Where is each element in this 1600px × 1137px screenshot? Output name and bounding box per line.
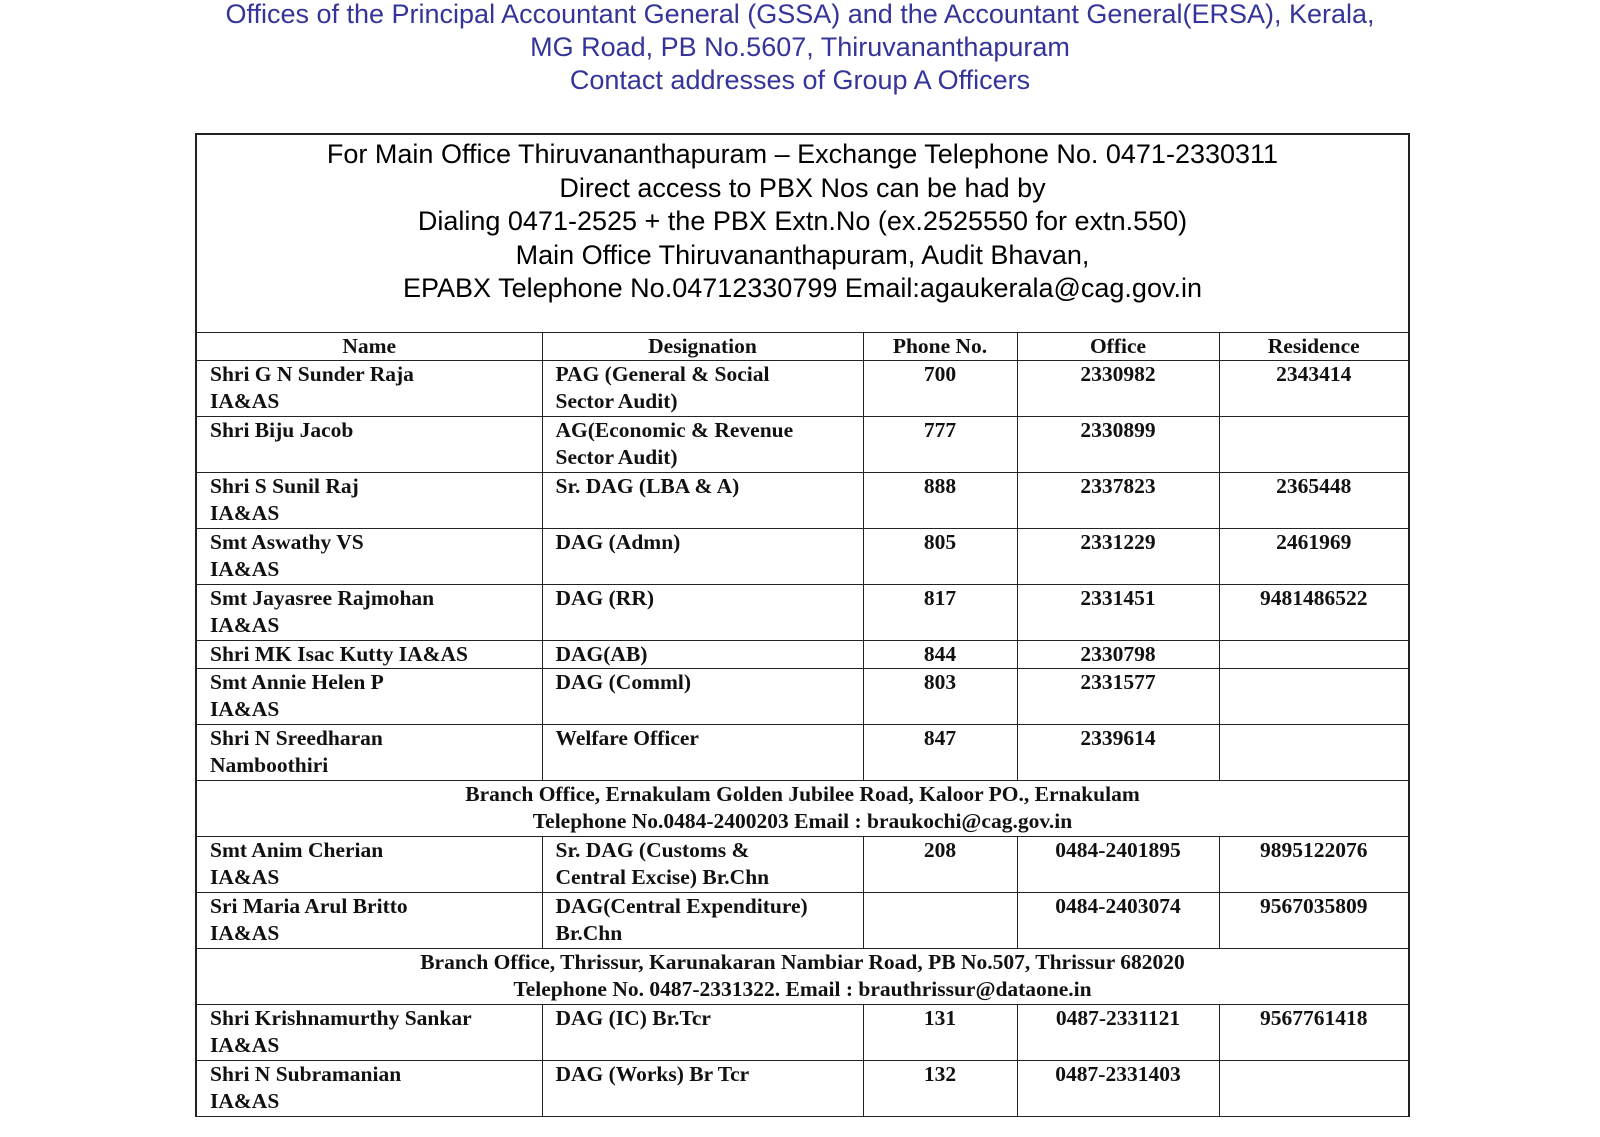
name-line: IA&AS	[210, 613, 280, 637]
residence-phone	[1219, 641, 1408, 669]
office-phone: 0484-2403074	[1017, 893, 1219, 949]
officers-table	[197, 332, 1408, 1117]
officer-name	[197, 529, 542, 585]
title-line-1: Offices of the Principal Accountant General (GSSA) and the Accountant General(ERSA), Kerala,	[225, 0, 1375, 29]
designation-line: Central Excise) Br.Chn	[555, 865, 770, 889]
residence-phone: 9895122076	[1219, 837, 1408, 893]
phone-extension: 817	[863, 585, 1017, 641]
officer-designation	[542, 361, 863, 417]
branch-line: Telephone No.0484-2400203 Email : braukochi@cag.gov.in	[532, 809, 1073, 833]
designation-line: DAG (Works) Br Tcr	[555, 1062, 750, 1086]
document-title	[0, 0, 1600, 97]
residence-phone: 2365448	[1219, 473, 1408, 529]
designation-line: DAG (RR)	[555, 586, 655, 610]
branch-line: Telephone No. 0487-2331322. Email : brauthrissur@dataone.in	[513, 977, 1092, 1001]
office-phone: 2330899	[1017, 417, 1219, 473]
name-line: IA&AS	[210, 1033, 280, 1057]
table-row	[197, 725, 1408, 781]
header-residence: Residence	[1219, 333, 1408, 361]
office-phone: 2331577	[1017, 669, 1219, 725]
officer-name	[197, 669, 542, 725]
branch-line: Branch Office, Thrissur, Karunakaran Nambiar Road, PB No.507, Thrissur 682020	[420, 950, 1185, 974]
office-phone: 2330982	[1017, 361, 1219, 417]
phone-extension: 805	[863, 529, 1017, 585]
officer-designation	[542, 1061, 863, 1117]
office-phone: 2331229	[1017, 529, 1219, 585]
officer-designation	[542, 417, 863, 473]
phone-extension: 208	[863, 837, 1017, 893]
officer-designation	[542, 1005, 863, 1061]
name-line: Smt Aswathy VS	[210, 530, 364, 554]
officer-name	[197, 361, 542, 417]
header-designation: Designation	[542, 333, 863, 361]
designation-line: Welfare Officer	[555, 726, 699, 750]
designation-line: DAG (Comml)	[555, 670, 692, 694]
designation-line: DAG (Admn)	[555, 530, 681, 554]
designation-line: PAG (General & Social	[555, 362, 770, 386]
table-row	[197, 669, 1408, 725]
phone-extension	[863, 893, 1017, 949]
officer-name	[197, 473, 542, 529]
name-line: Namboothiri	[210, 753, 329, 777]
table-row	[197, 473, 1408, 529]
office-phone: 0484-2401895	[1017, 837, 1219, 893]
phone-extension: 888	[863, 473, 1017, 529]
name-line: Shri MK Isac Kutty IA&AS	[210, 642, 469, 666]
table-row	[197, 1061, 1408, 1117]
office-phone: 2337823	[1017, 473, 1219, 529]
officer-designation	[542, 893, 863, 949]
table-row	[197, 417, 1408, 473]
residence-phone	[1219, 417, 1408, 473]
name-line: IA&AS	[210, 501, 280, 525]
officer-name	[197, 641, 542, 669]
table-row	[197, 893, 1408, 949]
name-line: IA&AS	[210, 1089, 280, 1113]
name-line: Shri N Subramanian	[210, 1062, 402, 1086]
office-phone: 2339614	[1017, 725, 1219, 781]
table-row	[197, 361, 1408, 417]
intro-line-5: EPABX Telephone No.04712330799 Email:agaukerala@cag.gov.in	[403, 273, 1202, 303]
main-office-info	[197, 135, 1408, 332]
officer-designation	[542, 725, 863, 781]
officer-name	[197, 837, 542, 893]
table-row	[197, 837, 1408, 893]
name-line: Shri Krishnamurthy Sankar	[210, 1006, 472, 1030]
phone-extension: 131	[863, 1005, 1017, 1061]
officer-designation	[542, 669, 863, 725]
branch-office-info	[197, 781, 1408, 837]
designation-line: DAG(Central Expenditure)	[555, 894, 808, 918]
intro-line-1: For Main Office Thiruvananthapuram – Exchange Telephone No. 0471-2330311	[326, 139, 1279, 169]
branch-office-row	[197, 949, 1408, 1005]
name-line: IA&AS	[210, 697, 280, 721]
header-name: Name	[197, 333, 542, 361]
officer-name	[197, 1005, 542, 1061]
residence-phone: 9567035809	[1219, 893, 1408, 949]
name-line: IA&AS	[210, 921, 280, 945]
designation-line: AG(Economic & Revenue	[555, 418, 794, 442]
designation-line: DAG(AB)	[555, 642, 648, 666]
officer-designation	[542, 641, 863, 669]
designation-line: Br.Chn	[555, 921, 623, 945]
residence-phone: 9567761418	[1219, 1005, 1408, 1061]
phone-extension: 844	[863, 641, 1017, 669]
designation-line: Sector Audit)	[555, 389, 678, 413]
officer-designation	[542, 473, 863, 529]
table-body	[197, 361, 1408, 1117]
intro-line-2: Direct access to PBX Nos can be had by	[559, 172, 1046, 203]
residence-phone	[1219, 1061, 1408, 1117]
title-line-2: MG Road, PB No.5607, Thiruvananthapuram	[530, 32, 1070, 62]
office-phone: 0487-2331403	[1017, 1061, 1219, 1117]
branch-line: Branch Office, Ernakulam Golden Jubilee Road, Kaloor PO., Ernakulam	[465, 782, 1140, 806]
intro-line-3: Dialing 0471-2525 + the PBX Extn.No (ex.2525550 for extn.550)	[417, 206, 1188, 236]
office-phone: 0487-2331121	[1017, 1005, 1219, 1061]
officer-designation	[542, 585, 863, 641]
table-row	[197, 1005, 1408, 1061]
residence-phone: 2343414	[1219, 361, 1408, 417]
name-line: IA&AS	[210, 389, 280, 413]
phone-extension: 700	[863, 361, 1017, 417]
name-line: Sri Maria Arul Britto	[210, 894, 408, 918]
phone-extension: 132	[863, 1061, 1017, 1117]
title-line-3: Contact addresses of Group A Officers	[569, 65, 1031, 95]
office-phone: 2330798	[1017, 641, 1219, 669]
branch-office-info	[197, 949, 1408, 1005]
officer-name	[197, 725, 542, 781]
officer-designation	[542, 529, 863, 585]
officer-name	[197, 585, 542, 641]
intro-line-4: Main Office Thiruvananthapuram, Audit Bhavan,	[515, 239, 1090, 270]
contact-table-box	[195, 133, 1410, 1117]
name-line: Smt Jayasree Rajmohan	[210, 586, 435, 610]
officer-name	[197, 1061, 542, 1117]
officer-designation	[542, 837, 863, 893]
table-row	[197, 585, 1408, 641]
residence-phone	[1219, 725, 1408, 781]
residence-phone: 2461969	[1219, 529, 1408, 585]
residence-phone: 9481486522	[1219, 585, 1408, 641]
table-header-row	[197, 333, 1408, 361]
designation-line: Sector Audit)	[555, 445, 678, 469]
name-line: IA&AS	[210, 865, 280, 889]
designation-line: Sr. DAG (LBA & A)	[555, 474, 740, 498]
branch-office-row	[197, 781, 1408, 837]
name-line: IA&AS	[210, 557, 280, 581]
designation-line: DAG (IC) Br.Tcr	[555, 1006, 711, 1030]
officer-name	[197, 417, 542, 473]
name-line: Shri N Sreedharan	[210, 726, 383, 750]
name-line: Smt Anim Cherian	[210, 838, 384, 862]
residence-phone	[1219, 669, 1408, 725]
name-line: Shri G N Sunder Raja	[210, 362, 414, 386]
header-phone: Phone No.	[863, 333, 1017, 361]
officer-name	[197, 893, 542, 949]
table-row	[197, 641, 1408, 669]
header-office: Office	[1017, 333, 1219, 361]
name-line: Shri Biju Jacob	[210, 418, 354, 442]
name-line: Shri S Sunil Raj	[210, 474, 359, 498]
name-line: Smt Annie Helen P	[210, 670, 384, 694]
phone-extension: 803	[863, 669, 1017, 725]
office-phone: 2331451	[1017, 585, 1219, 641]
phone-extension: 847	[863, 725, 1017, 781]
phone-extension: 777	[863, 417, 1017, 473]
designation-line: Sr. DAG (Customs &	[555, 838, 750, 862]
table-row	[197, 529, 1408, 585]
